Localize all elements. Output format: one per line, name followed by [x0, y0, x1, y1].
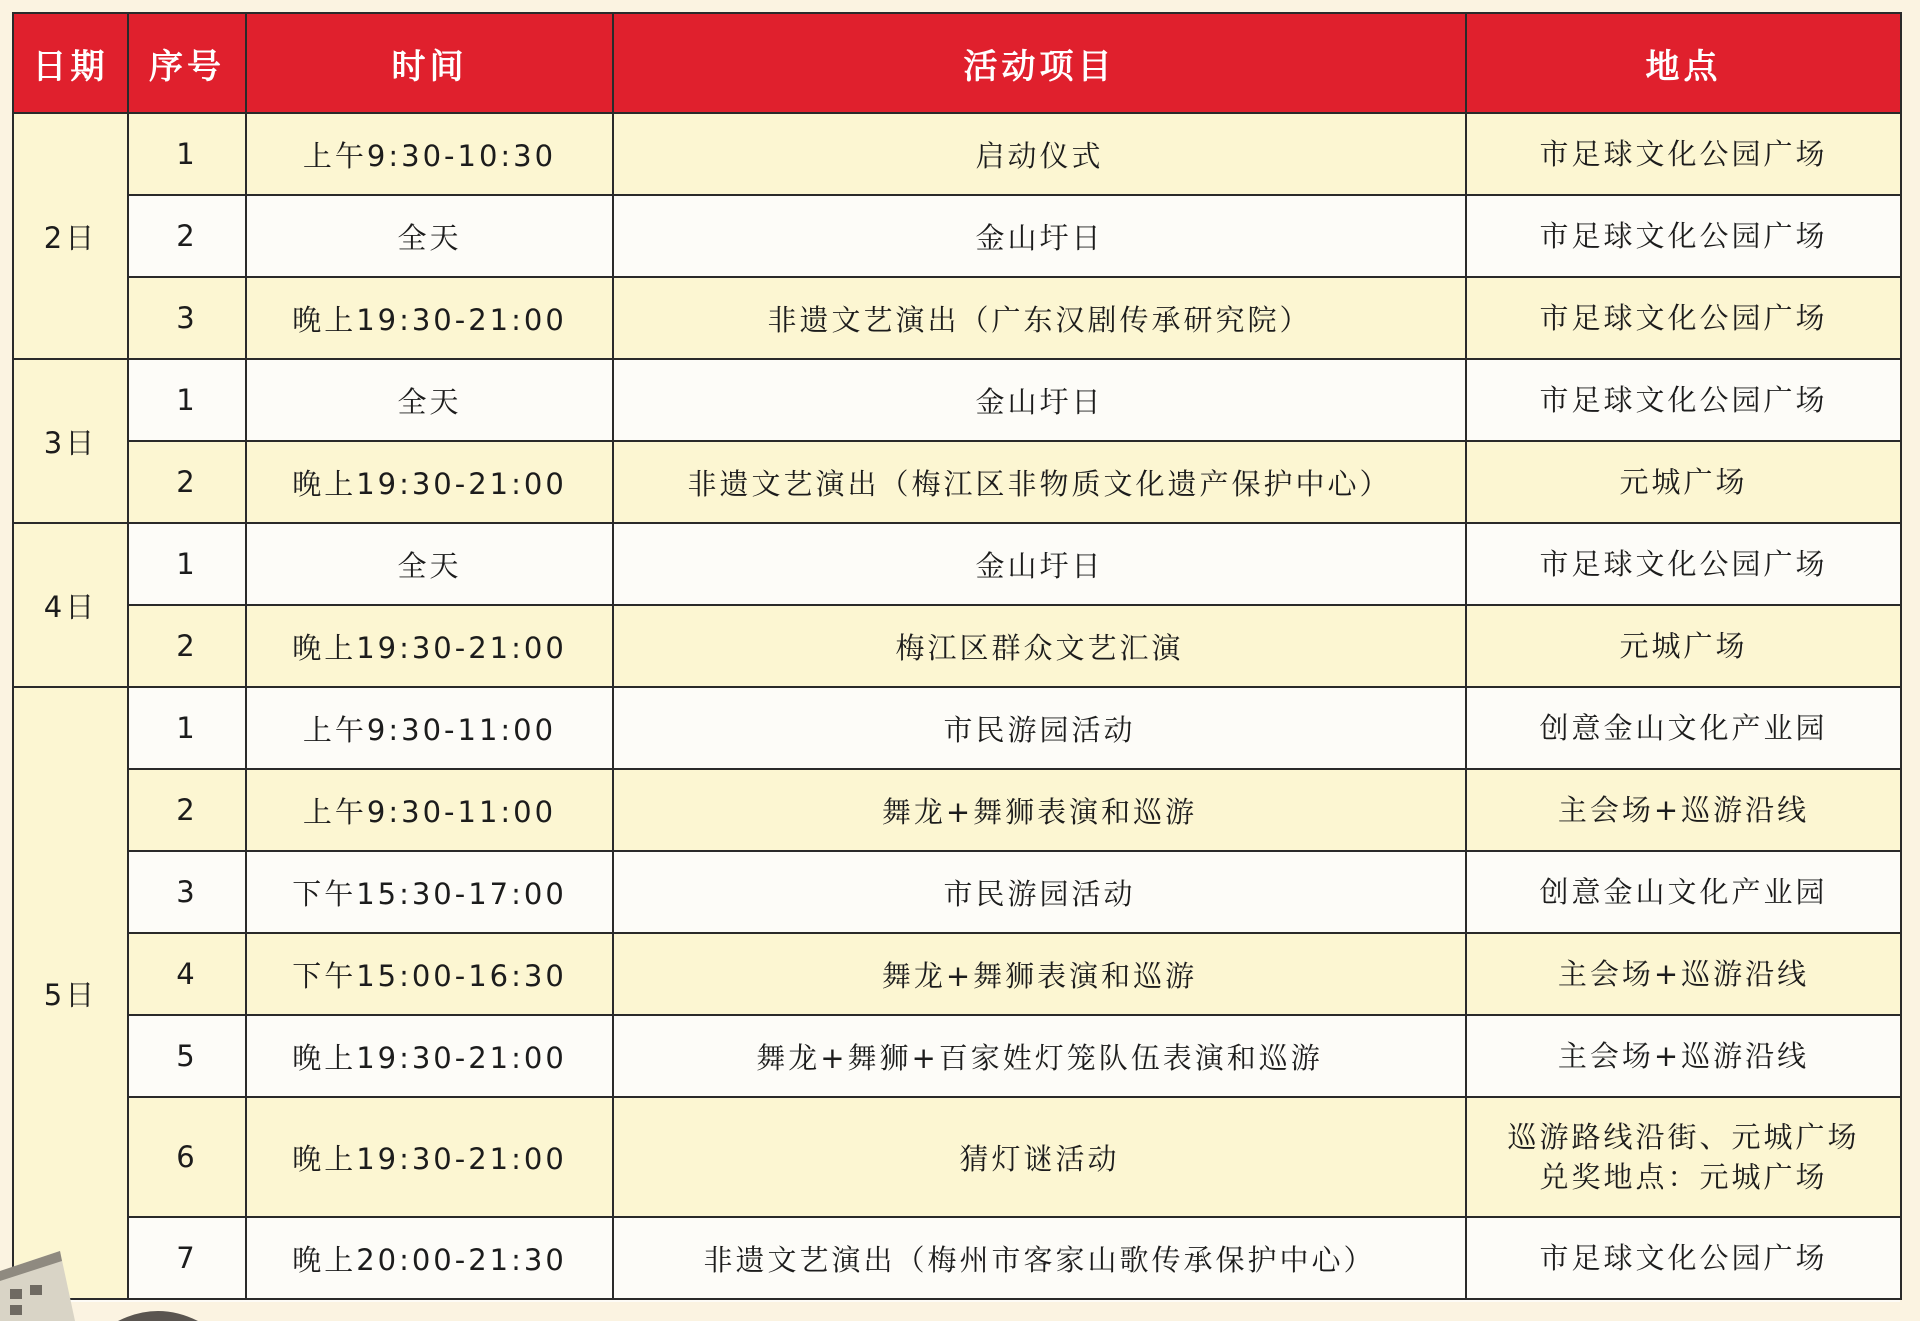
activity-cell: 舞龙+舞狮表演和巡游 — [613, 933, 1466, 1015]
header-date: 日期 — [13, 13, 128, 113]
location-line: 元城广场 — [1619, 465, 1748, 499]
time-cell: 上午9:30-11:00 — [246, 687, 613, 769]
date-cell: 3日 — [13, 359, 128, 523]
activity-cell: 梅江区群众文艺汇演 — [613, 605, 1466, 687]
seq-cell: 2 — [128, 195, 246, 277]
table-row — [13, 359, 1901, 441]
table-row — [13, 687, 1901, 769]
time-cell: 下午15:00-16:30 — [246, 933, 613, 1015]
location-line: 元城广场 — [1619, 629, 1748, 663]
activity-cell: 非遗文艺演出（梅州市客家山歌传承保护中心） — [613, 1217, 1466, 1299]
seq-cell: 7 — [128, 1217, 246, 1299]
seq-cell: 4 — [128, 933, 246, 1015]
time-cell: 上午9:30-11:00 — [246, 769, 613, 851]
seq-cell: 1 — [128, 113, 246, 195]
seq-cell: 2 — [128, 769, 246, 851]
activity-cell: 启动仪式 — [613, 113, 1466, 195]
activity-cell: 舞龙+舞狮+百家姓灯笼队伍表演和巡游 — [613, 1015, 1466, 1097]
seq-cell: 5 — [128, 1015, 246, 1097]
building-decoration-icon — [0, 1241, 110, 1321]
location-line: 主会场+巡游沿线 — [1557, 957, 1810, 991]
activity-cell: 舞龙+舞狮表演和巡游 — [613, 769, 1466, 851]
time-cell: 晚上19:30-21:00 — [246, 1097, 613, 1217]
activity-cell: 猜灯谜活动 — [613, 1097, 1466, 1217]
table-row — [13, 195, 1901, 277]
activity-cell: 非遗文艺演出（广东汉剧传承研究院） — [613, 277, 1466, 359]
seq-cell: 3 — [128, 277, 246, 359]
table-row — [13, 441, 1901, 523]
location-cell — [1466, 441, 1901, 523]
time-cell: 晚上19:30-21:00 — [246, 277, 613, 359]
location-line: 市足球文化公园广场 — [1539, 137, 1828, 171]
activity-cell: 金山圩日 — [613, 195, 1466, 277]
location-cell — [1466, 1217, 1901, 1299]
location-line: 市足球文化公园广场 — [1539, 219, 1828, 253]
location-cell — [1466, 1015, 1901, 1097]
location-line: 巡游路线沿街、元城广场 — [1507, 1120, 1860, 1154]
schedule-body — [13, 113, 1901, 1299]
time-cell: 晚上19:30-21:00 — [246, 1015, 613, 1097]
seq-cell: 1 — [128, 359, 246, 441]
header-time: 时间 — [246, 13, 613, 113]
time-cell: 晚上20:00-21:30 — [246, 1217, 613, 1299]
table-row — [13, 605, 1901, 687]
time-cell: 全天 — [246, 195, 613, 277]
activity-cell: 金山圩日 — [613, 523, 1466, 605]
location-cell — [1466, 277, 1901, 359]
table-row — [13, 523, 1901, 605]
seq-cell: 2 — [128, 441, 246, 523]
table-row — [13, 1217, 1901, 1299]
location-cell — [1466, 851, 1901, 933]
location-line: 市足球文化公园广场 — [1539, 547, 1828, 581]
location-cell — [1466, 687, 1901, 769]
time-cell: 全天 — [246, 523, 613, 605]
location-cell — [1466, 933, 1901, 1015]
location-cell — [1466, 1097, 1901, 1217]
location-cell — [1466, 113, 1901, 195]
activity-cell: 市民游园活动 — [613, 851, 1466, 933]
header-seq: 序号 — [128, 13, 246, 113]
roof-decoration-icon — [118, 1301, 198, 1321]
location-line: 市足球文化公园广场 — [1539, 383, 1828, 417]
location-line: 市足球文化公园广场 — [1539, 1241, 1828, 1275]
table-row — [13, 1097, 1901, 1217]
location-line: 创意金山文化产业园 — [1539, 711, 1828, 745]
table-row — [13, 113, 1901, 195]
seq-cell: 2 — [128, 605, 246, 687]
location-cell — [1466, 523, 1901, 605]
activity-cell: 金山圩日 — [613, 359, 1466, 441]
table-row — [13, 769, 1901, 851]
time-cell: 上午9:30-10:30 — [246, 113, 613, 195]
date-cell: 5日 — [13, 687, 128, 1299]
table-row — [13, 277, 1901, 359]
header-row — [13, 13, 1901, 113]
location-cell — [1466, 195, 1901, 277]
time-cell: 下午15:30-17:00 — [246, 851, 613, 933]
location-line: 兑奖地点：元城广场 — [1539, 1160, 1828, 1194]
table-row — [13, 851, 1901, 933]
time-cell: 晚上19:30-21:00 — [246, 441, 613, 523]
schedule-sheet — [12, 12, 1900, 1302]
seq-cell: 6 — [128, 1097, 246, 1217]
time-cell: 全天 — [246, 359, 613, 441]
location-cell — [1466, 359, 1901, 441]
location-line: 创意金山文化产业园 — [1539, 875, 1828, 909]
seq-cell: 3 — [128, 851, 246, 933]
activity-schedule-table — [12, 12, 1902, 1300]
location-line: 主会场+巡游沿线 — [1557, 793, 1810, 827]
location-line: 主会场+巡游沿线 — [1557, 1039, 1810, 1073]
seq-cell: 1 — [128, 687, 246, 769]
header-location: 地点 — [1466, 13, 1901, 113]
table-row — [13, 933, 1901, 1015]
time-cell: 晚上19:30-21:00 — [246, 605, 613, 687]
activity-cell: 市民游园活动 — [613, 687, 1466, 769]
table-row — [13, 1015, 1901, 1097]
date-cell: 2日 — [13, 113, 128, 359]
date-cell: 4日 — [13, 523, 128, 687]
header-activity: 活动项目 — [613, 13, 1466, 113]
seq-cell: 1 — [128, 523, 246, 605]
location-cell — [1466, 769, 1901, 851]
activity-cell: 非遗文艺演出（梅江区非物质文化遗产保护中心） — [613, 441, 1466, 523]
location-cell — [1466, 605, 1901, 687]
location-line: 市足球文化公园广场 — [1539, 301, 1828, 335]
